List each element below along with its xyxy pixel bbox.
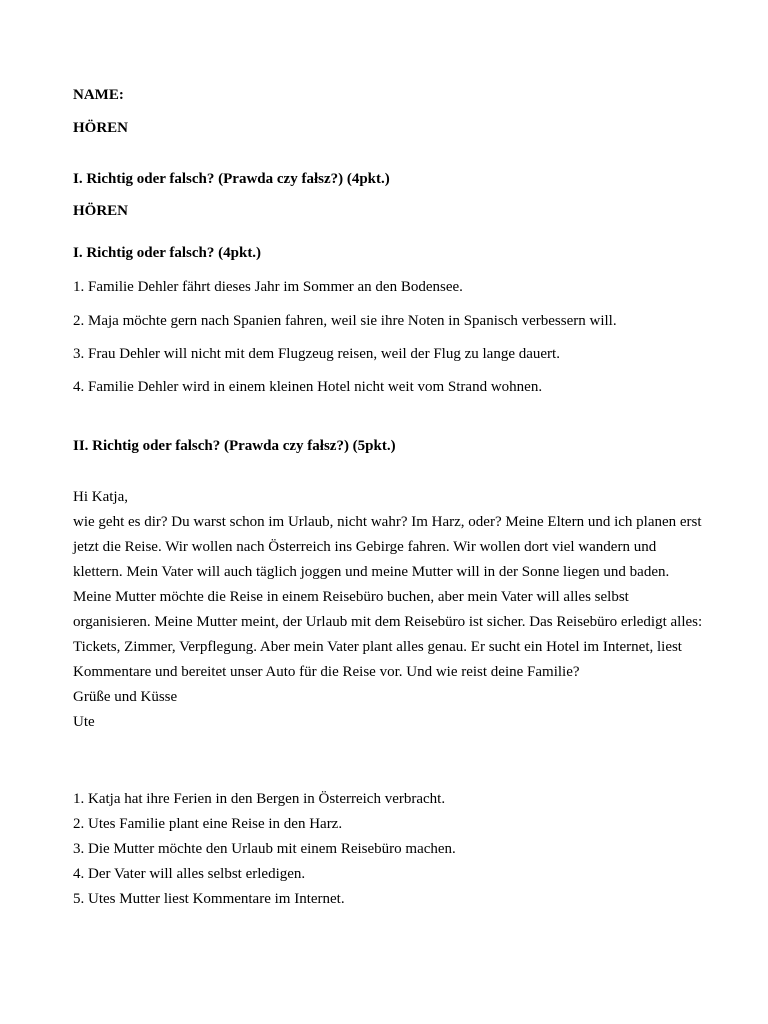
section1-statement-1: 1. Familie Dehler fährt dieses Jahr im Sommer an den Bodensee. [73,279,463,295]
section2-statements [73,787,456,912]
name-label: NAME: [73,87,124,103]
letter-closing: Grüße und Küsse [73,689,178,705]
listening-heading-repeat: HÖREN [73,203,129,219]
section2-statement-1: 1. Katja hat ihre Ferien in den Bergen in Österreich verbracht. [73,791,446,807]
section2-title: II. Richtig oder falsch? (Prawda czy fałsz?) (5pkt.) [73,438,396,454]
section1-statement-3: 3. Frau Dehler will nicht mit dem Flugzeug reisen, weil der Flug zu lange dauert. [73,346,560,362]
section2-statement-3: 3. Die Mutter möchte den Urlaub mit einem Reisebüro machen. [73,841,456,857]
section2-statement-5: 5. Utes Mutter liest Kommentare im Internet. [73,891,345,907]
listening-heading: HÖREN [73,120,129,136]
letter-text [73,485,703,735]
section1-title-repeat: I. Richtig oder falsch? (4pkt.) [73,245,262,261]
section1-statement-4: 4. Familie Dehler wird in einem kleinen Hotel nicht weit vom Strand wohnen. [73,379,543,395]
letter-greeting: Hi Katja, [73,489,128,505]
letter-signature: Ute [73,714,95,730]
section2-statement-2: 2. Utes Familie plant eine Reise in den Harz. [73,816,343,832]
section2-statement-4: 4. Der Vater will alles selbst erledigen. [73,866,306,882]
letter-body: wie geht es dir? Du warst schon im Urlaub, nicht wahr? Im Harz, oder? Meine Eltern und ich planen erst jetzt die Reise. Wir wollen nach Österreich ins Gebirge fahren. Wir wollen dort viel wandern und klettern. Mein Vater will auch täglich joggen und meine Mutter will in der Sonne liegen und baden. Meine Mutter möchte die Reise in einem Reisebüro buchen, aber mein Vater will alles selbst organisieren. Meine Mutter meint, der Urlaub mit dem Reisebüro ist sicher. Das Reisebüro erledigt alles: Tickets, Zimmer, Verpflegung. Aber mein Vater plant alles genau. Er sucht ein Hotel im Internet, liest Kommentare und bereitet unser Auto für die Reise vor. Und wie reist deine Familie? [73,514,703,680]
section1-statement-2: 2. Maja möchte gern nach Spanien fahren, weil sie ihre Noten in Spanisch verbessern will. [73,313,617,329]
section1-title: I. Richtig oder falsch? (Prawda czy fałsz?) (4pkt.) [73,171,390,187]
